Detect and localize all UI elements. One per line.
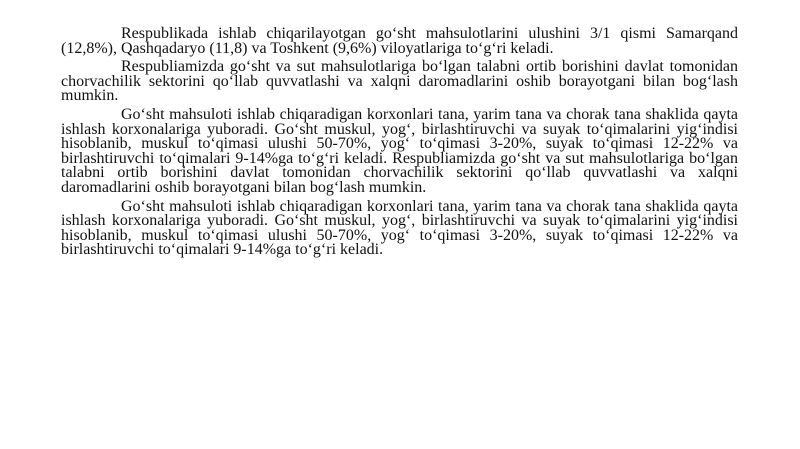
paragraph-3: Go‘sht mahsuloti ishlab chiqaradigan korxonlari tana, yarim tana va chorak tana shaklida qayta ishlash korxonalariga yuboradi. Go‘sht muskul, yog‘, birlashtiruvchi va suyak to‘qimalarini yig‘indisi hisoblanib, muskul to‘qimasi ulushi 50-70%, yog‘ to‘qimasi 3-20%, suyak to‘qimasi 12-22% va birlashtiruvchi to‘qimalari 9-14%ga to‘g‘ri keladi. Respubliamizda go‘sht va sut mahsulotlariga bo‘lgan talabni ortib borishini davlat tomonidan chorvachilik sektorini qo‘llab quvvatlashi va xalqni daromadlarini oshib borayotgani bilan bog‘lash mumkin. [61,105,738,196]
paragraph-4: Go‘sht mahsuloti ishlab chiqaradigan korxonlari tana, yarim tana va chorak tana shaklida qayta ishlash korxonalariga yuboradi. Go‘sht muskul, yog‘, birlashtiruvchi va suyak to‘qimalarini yig‘indisi hisoblanib, muskul to‘qimasi ulushi 50-70%, yog‘ to‘qimasi 3-20%, suyak to‘qimasi 12-22% va birlashtiruvchi to‘qimalari 9-14%ga to‘g‘ri keladi. [61,197,738,259]
document-body [61,27,738,262]
paragraph-1: Respublikada ishlab chiqarilayotgan go‘sht mahsulotlarini ulushini 3/1 qismi Samarqand (12,8%), Qashqadaryo (11,8) va Toshkent (9,6%) viloyatlariga to‘g‘ri keladi. [61,25,738,57]
paragraph-2: Respubliamizda go‘sht va sut mahsulotlariga bo‘lgan talabni ortib borishini davlat tomonidan chorvachilik sektorini qo‘llab quvvatlashi va xalqni daromadlarini oshib borayotgani bilan bog‘lash mumkin. [61,58,738,105]
